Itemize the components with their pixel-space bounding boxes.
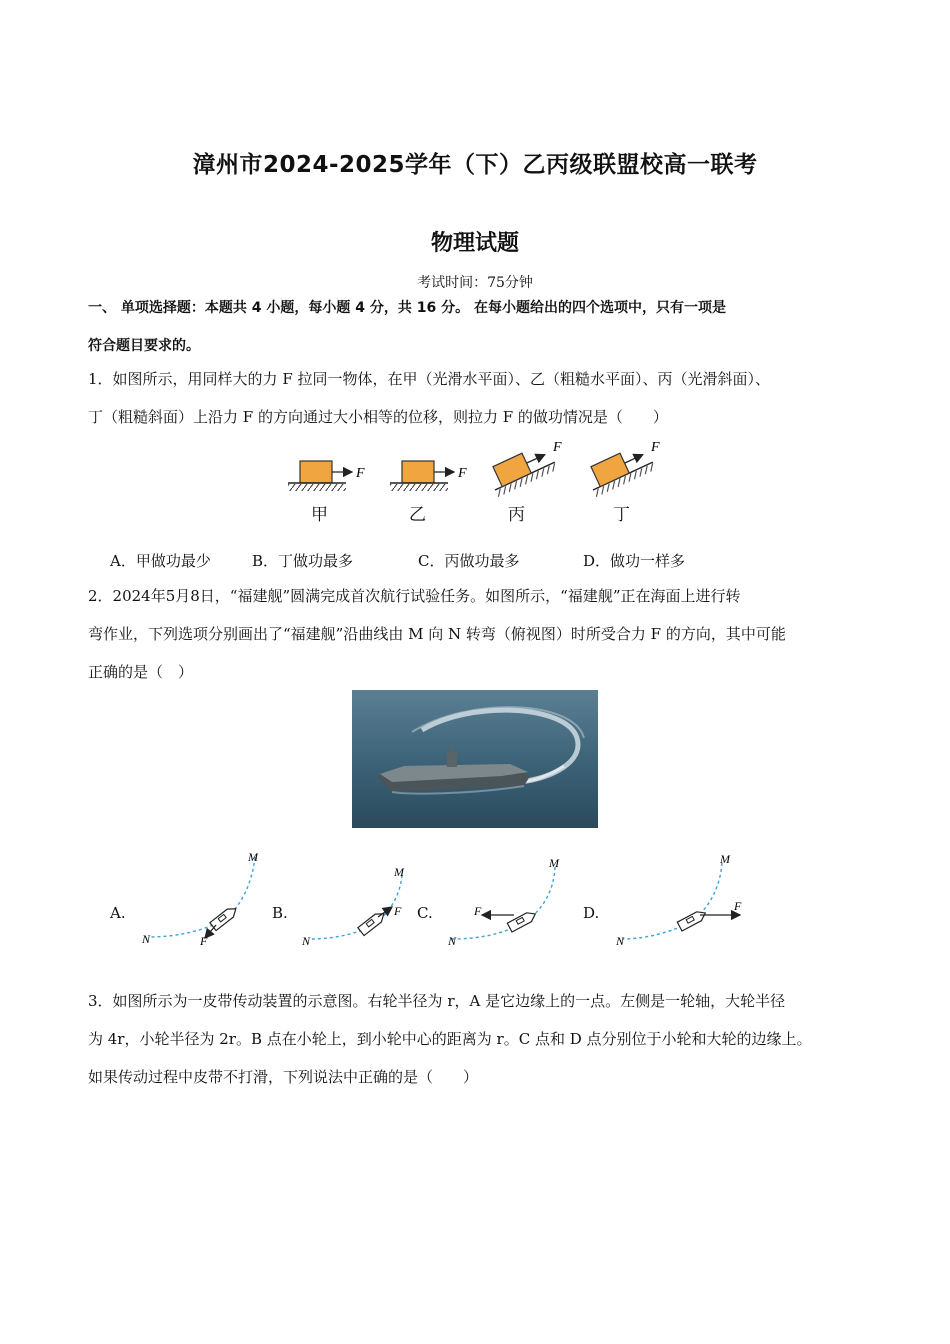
- q1-ding-diagram: [584, 442, 656, 497]
- q1-yi-diagram: [390, 461, 467, 491]
- q2-option-a-diagram: [141, 850, 259, 948]
- q2-point-n: N: [142, 932, 151, 946]
- q2-option-b-label[interactable]: B.: [272, 904, 288, 922]
- q1-label-yi: 乙: [409, 505, 426, 525]
- q2-option-c-label[interactable]: C.: [417, 904, 433, 922]
- q2-option-a-label[interactable]: A.: [110, 904, 126, 922]
- q1-option-d[interactable]: D．做功一样多: [583, 552, 686, 570]
- carrier-photo: [352, 690, 598, 828]
- q2-point-m: M: [248, 850, 258, 864]
- q1-option-c[interactable]: C．丙做功最多: [418, 552, 520, 570]
- q1-option-a[interactable]: A．甲做功最少: [110, 552, 211, 570]
- q2-stem-line2: 弯作业，下列选项分别画出了“福建舰”沿曲线由 M 向 N 转弯（俯视图）时所受合力 F 的方向，其中可能: [88, 625, 786, 643]
- q2-force-label: F: [474, 904, 482, 918]
- q1-stem-line1: 1．如图所示，用同样大的力 F 拉同一物体，在甲（光滑水平面）、乙（粗糙水平面）、丙（光滑斜面）、: [88, 370, 770, 388]
- q2-force-label: F: [394, 904, 402, 918]
- exam-time: 考试时间：75分钟: [417, 275, 533, 291]
- q2-option-d-diagram: [615, 852, 742, 948]
- section1-heading: 一、 单项选择题：本题共 4 小题，每小题 4 分，共 16 分。 在每小题给出的四个选项中，只有一项是: [88, 300, 726, 316]
- exam-title: 漳州市2024-2025学年（下）乙丙级联盟校高一联考: [192, 152, 758, 178]
- q1-label-jia: 甲: [311, 505, 328, 525]
- q2-force-label: F: [200, 934, 208, 948]
- q1-jia-diagram: [288, 461, 365, 491]
- q2-option-c-diagram: [447, 856, 560, 948]
- q2-point-m: M: [720, 852, 730, 866]
- q1-label-bing: 丙: [508, 505, 525, 525]
- q2-point-m: M: [549, 856, 559, 870]
- q3-stem-line3: 如果传动过程中皮带不打滑，下列说法中正确的是（ ）: [88, 1068, 479, 1086]
- q2-stem-line1: 2．2024年5月8日，“福建舰”圆满完成首次航行试验任务。如图所示，“福建舰”正在海面上进行转: [88, 587, 741, 605]
- q1-force-label: F: [553, 440, 562, 455]
- q2-point-n: N: [302, 934, 311, 948]
- q2-force-label: F: [734, 899, 742, 913]
- q2-point-n: N: [616, 934, 625, 948]
- exam-subtitle: 物理试题: [430, 231, 519, 256]
- section1-heading-cont: 符合题目要求的。: [88, 338, 200, 354]
- q1-force-label: F: [356, 466, 365, 481]
- q2-point-n: N: [448, 934, 457, 948]
- q1-force-label: F: [651, 440, 660, 455]
- q2-stem-line3: 正确的是（ ）: [88, 663, 194, 681]
- q1-stem-line2: 丁（粗糙斜面）上沿力 F 的方向通过大小相等的位移，则拉力 F 的做功情况是（ ）: [88, 408, 668, 426]
- q3-stem-line2: 为 4r，小轮半径为 2r。B 点在小轮上，到小轮中心的距离为 r。C 点和 D 点分别位于小轮和大轮的边缘上。: [88, 1030, 812, 1048]
- q2-options-figure: [130, 845, 770, 955]
- q1-label-ding: 丁: [613, 505, 630, 525]
- q1-force-label: F: [458, 466, 467, 481]
- q2-option-b-diagram: [301, 865, 405, 948]
- q1-option-b[interactable]: B．丁做功最多: [252, 552, 354, 570]
- q3-stem-line1: 3．如图所示为一皮带传动装置的示意图。右轮半径为 r，A 是它边缘上的一点。左侧是一轮轴，大轮半径: [88, 992, 786, 1010]
- q2-option-d-label[interactable]: D.: [583, 904, 600, 922]
- q2-point-m: M: [394, 865, 404, 879]
- q1-bing-diagram: [486, 442, 558, 497]
